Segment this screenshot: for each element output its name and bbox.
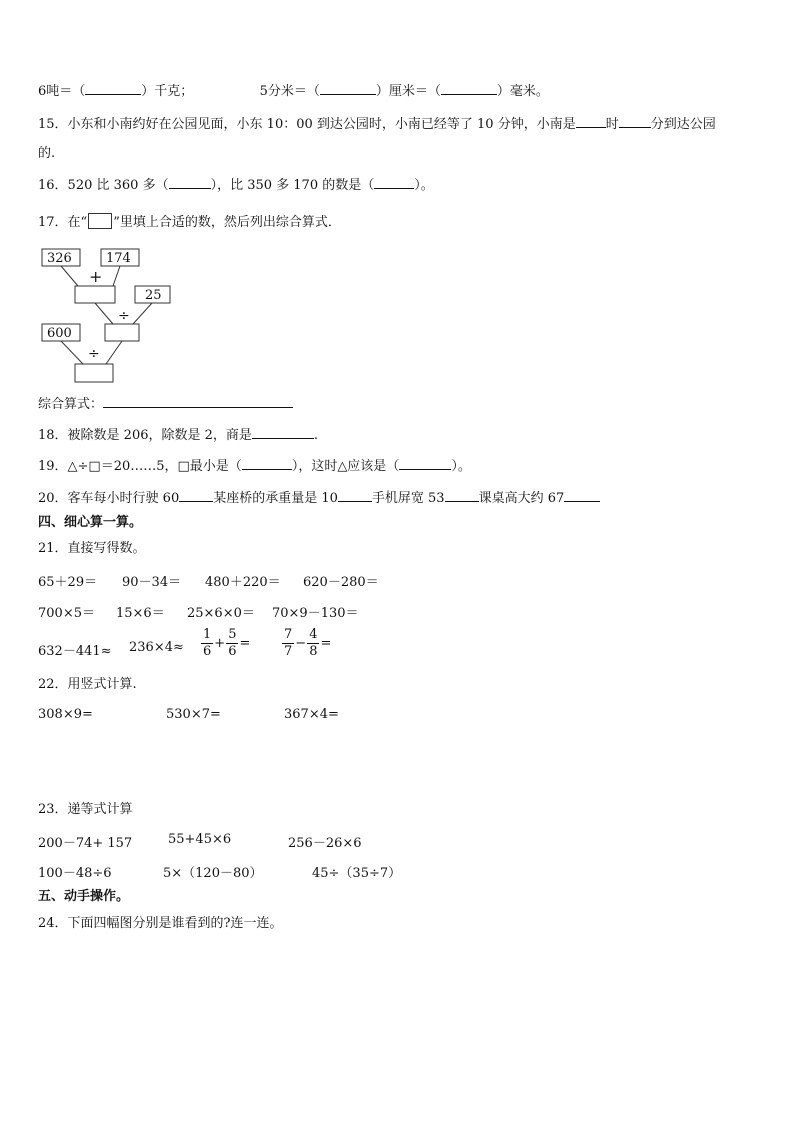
answer-blank[interactable] [564,489,600,502]
calc-item: 90－34＝ [122,575,182,590]
q18-line [38,426,318,445]
calc-item: 256－26×6 [288,836,362,851]
calc-item: 55+45×6 [168,832,232,847]
answer-blank[interactable] [619,115,651,128]
answer-blank[interactable] [374,176,414,189]
denominator: 6 [203,644,212,659]
calc-item: 530×7= [166,707,221,722]
q19-line [38,457,471,476]
q21-title: 21．直接写得数。 [38,541,146,556]
q14-a-suffix: ）千克； [141,84,194,99]
calc-item: 45÷（35÷7） [312,866,402,881]
numerator: 5 [228,627,237,642]
denominator: 7 [284,644,293,659]
calc-item: 65＋29＝ [38,575,98,590]
answer-blank[interactable] [179,489,213,502]
q17-text-pre: 17．在“ [38,215,88,230]
divide-operator: ÷ [118,308,130,324]
q17-text-post: ”里填上合适的数，然后列出综合算式． [113,215,341,230]
calc-item: 480＋220＝ [205,575,281,590]
calc-item: 200－74+ 157 [38,836,133,851]
q19-text-c: ）。 [451,459,471,474]
answer-blank[interactable] [242,457,292,470]
q14-b-suffix: ）毫米。 [496,84,549,99]
q14-line [38,82,549,101]
q19-text-b: ），这时△应该是（ [291,459,400,474]
answer-blank[interactable] [338,489,372,502]
answer-blank[interactable] [252,426,314,439]
operator: + [214,636,226,651]
q20-text-a: 20．客车每小时行驶 60 [38,491,180,506]
q20-text-b: 某座桥的承重量是 10 [213,491,338,506]
q20-line [38,489,600,508]
q19-text-a: 19．△÷□＝20……5，□最小是（ [38,459,242,474]
answer-box[interactable] [105,324,139,341]
calc-item: 70×9－130＝ [272,606,359,621]
plus-operator: + [89,267,103,286]
diagram-number: 600 [47,326,72,341]
denominator: 8 [309,644,318,659]
calc-item: 632－441≈ [38,644,112,659]
q15-minute-label: 分到达公园 [650,117,716,132]
q18-end: . [313,428,319,443]
calc-item: 25×6×0＝ [187,606,255,621]
calc-item: 620－280＝ [303,575,379,590]
answer-blank[interactable] [445,489,479,502]
answer-box[interactable] [75,364,113,382]
divide-operator: ÷ [88,346,100,362]
fraction-expression-2 [281,627,331,660]
answer-blank[interactable] [169,176,211,189]
q17-line [38,213,341,232]
diagram-number: 326 [47,251,72,266]
denominator: 6 [228,644,237,659]
calc-item: 236×4≈ [129,640,184,655]
q14-b-middle: ）厘米＝（ [375,84,441,99]
operator: − [295,636,307,651]
diagram-number: 25 [145,288,162,303]
answer-label: 综合算式： [38,397,104,412]
fraction-expression-1 [200,627,250,660]
numerator: 1 [203,627,212,642]
calc-item: 700×5＝ [38,606,95,621]
fraction [307,627,319,660]
calc-item: 308×9= [38,707,93,722]
equals: = [239,636,251,651]
equals: = [320,636,332,651]
q15-hour-label: 时 [605,117,619,132]
q22-title: 22．用竖式计算. [38,677,137,692]
answer-blank[interactable] [85,82,141,95]
section-4-heading: 四、细心算一算。 [38,515,143,530]
section-5-heading: 五、动手操作。 [38,889,130,904]
answer-blank[interactable] [103,395,293,408]
q16-text-b: ），比 350 多 170 的数是（ [210,178,375,193]
q16-line [38,176,434,195]
calc-item: 5×（120－80） [163,866,263,881]
calc-item: 100－48÷6 [38,866,112,881]
q15-text: 15．小东和小南约好在公园见面，小东 10：00 到达公园时，小南已经等了 10 分钟，小南是 [38,117,576,132]
q14-b-prefix: 5分米＝（ [259,84,320,99]
box-icon [88,213,112,229]
answer-blank[interactable] [399,457,451,470]
q16-text-a: 16．520 比 360 多（ [38,178,169,193]
q17-answer-line [38,395,293,414]
q20-text-c: 手机屏宽 53 [371,491,445,506]
answer-blank[interactable] [441,82,497,95]
numerator: 7 [284,627,293,642]
calc-flow-diagram [38,244,188,386]
numerator: 4 [309,627,318,642]
fraction [226,627,238,660]
q16-text-c: ）。 [414,178,434,193]
answer-blank[interactable] [320,82,376,95]
q15-line1 [38,115,716,134]
q14-a-prefix: 6吨＝（ [38,84,86,99]
q20-text-d: 课桌高大约 67 [478,491,565,506]
q15-line2: 的. [38,146,56,161]
diagram-number: 174 [106,251,131,266]
answer-blank[interactable] [576,115,606,128]
fraction [201,627,213,660]
calc-item: 367×4= [284,707,339,722]
calc-item: 15×6＝ [116,606,165,621]
q23-title: 23．递等式计算 [38,802,133,817]
fraction [282,627,294,660]
answer-box[interactable] [75,286,115,303]
q18-text: 18．被除数是 206，除数是 2，商是 [38,428,252,443]
q24-line: 24．下面四幅图分别是谁看到的?连一连。 [38,916,283,931]
